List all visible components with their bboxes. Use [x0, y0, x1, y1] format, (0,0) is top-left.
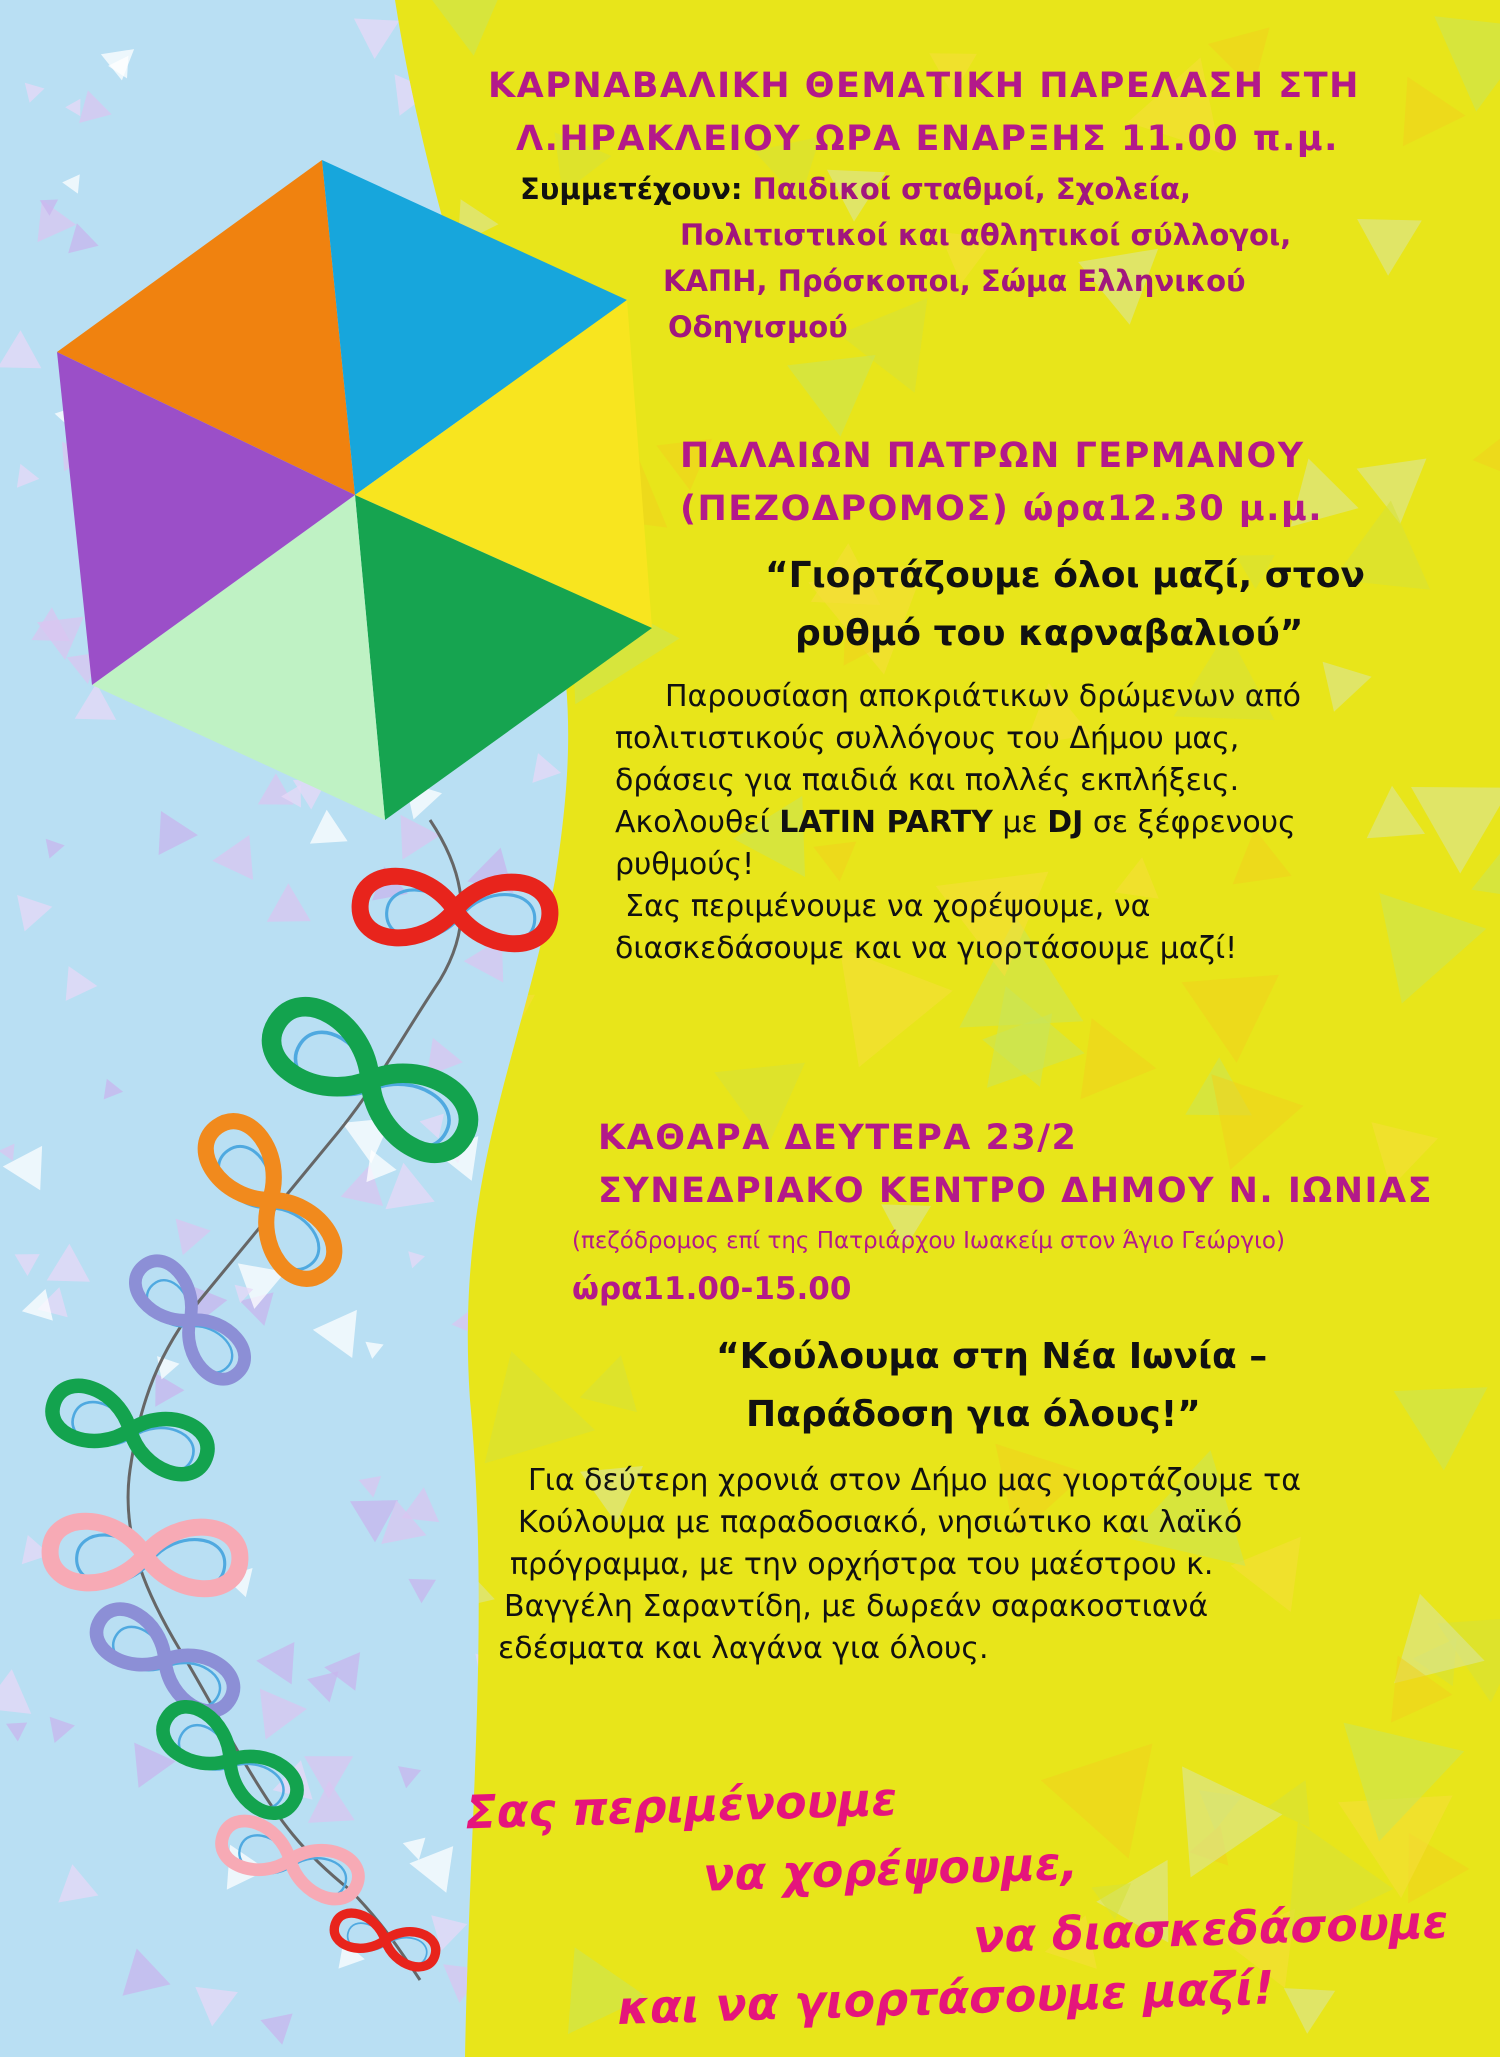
closing-line3: να διασκεδάσουμε	[972, 1894, 1450, 1964]
closing-message	[464, 1764, 1450, 2036]
germanou-body-line7: διασκεδάσουμε και να γιορτάσουμε μαζί!	[615, 931, 1238, 966]
parade-heading-line2: Λ.ΗΡΑΚΛΕΙΟΥ ΩΡΑ ΕΝΑΡΞΗΣ 11.00 π.μ.	[516, 119, 1339, 159]
latin-party-label: LATIN PARTY	[779, 805, 993, 840]
closing-line2: να χορέψουμε,	[702, 1835, 1079, 1902]
kathara-location-note: (πεζόδρομος επί της Πατριάρχου Ιωακείμ στον Άγιο Γεώργιο)	[572, 1228, 1285, 1254]
closing-line1: Σας περιμένουμε	[464, 1771, 898, 1840]
participants-line2: Πολιτιστικοί και αθλητικοί σύλλογοι,	[680, 218, 1292, 252]
germanou-quote-line2: ρυθμό του καρναβαλιού”	[795, 613, 1304, 654]
germanou-body-line5: ρυθμούς!	[615, 847, 755, 882]
kathara-body-line5: εδέσματα και λαγάνα για όλους.	[498, 1631, 989, 1666]
germanou-body-line3: δράσεις για παιδιά και πολλές εκπλήξεις.	[615, 763, 1240, 798]
germanou-body-line4	[615, 802, 1301, 844]
kathara-note-block	[572, 1224, 1285, 1314]
germanou-quote	[765, 547, 1365, 663]
dj-label: DJ	[1047, 805, 1084, 840]
kathara-body-line3: πρόγραμμα, με την ορχήστρα του μαέστρου κ.	[510, 1547, 1214, 1582]
germanou-body-line1: Παρουσίαση αποκριάτικων δρώμενων από	[665, 679, 1301, 714]
kathara-body-line2: Κούλουμα με παραδοσιακό, νησιώτικο και λαϊκό	[518, 1505, 1243, 1540]
section-parade	[488, 60, 1360, 350]
germanou-body-line2: πολιτιστικούς συλλόγους του Δήμου μας,	[615, 721, 1240, 756]
participants-line4: Οδηγισμού	[668, 310, 848, 344]
participants-text1: Παιδικοί σταθμοί, Σχολεία,	[752, 172, 1191, 206]
germanou-heading-line1: ΠΑΛΑΙΩΝ ΠΑΤΡΩΝ ΓΕΡΜΑΝΟΥ	[680, 436, 1305, 476]
germanou-body	[615, 676, 1301, 970]
germanou-body-line6: Σας περιμένουμε να χορέψουμε, να	[625, 889, 1151, 924]
participants-label: Συμμετέχουν:	[520, 172, 743, 206]
kathara-quote	[716, 1328, 1267, 1444]
parade-heading-line1: ΚΑΡΝΑΒΑΛΙΚΗ ΘΕΜΑΤΙΚΗ ΠΑΡΕΛΑΣΗ ΣΤΗ	[488, 66, 1360, 106]
germanou-quote-line1: “Γιορτάζουμε όλοι μαζί, στον	[765, 555, 1366, 596]
kathara-body-line4: Βαγγέλη Σαραντίδη, με δωρεάν σαρακοστιανά	[504, 1589, 1209, 1624]
section-kathara-deftera	[598, 1112, 1433, 1218]
section-germanou-heading	[680, 430, 1323, 536]
germanou-heading-line2: (ΠΕΖΟΔΡΟΜΟΣ) ώρα12.30 μ.μ.	[680, 489, 1324, 529]
kathara-time: ώρα11.00-15.00	[572, 1271, 852, 1307]
participants-line1	[520, 166, 1360, 212]
body-line4-mid: με	[1002, 805, 1038, 840]
kathara-heading-line1: ΚΑΘΑΡΑ ΔΕΥΤΕΡΑ 23/2	[598, 1118, 1078, 1158]
participants-line3: ΚΑΠΗ, Πρόσκοποι, Σώμα Ελληνικού	[663, 264, 1246, 298]
closing-line4: και να γιορτάσουμε μαζί!	[616, 1960, 1276, 2036]
body-line4-suffix: σε ξέφρενους	[1092, 805, 1296, 840]
kathara-heading-line2: ΣΥΝΕΔΡΙΑΚΟ ΚΕΝΤΡΟ ΔΗΜΟΥ Ν. ΙΩΝΙΑΣ	[598, 1171, 1434, 1211]
kathara-body-line1: Για δεύτερη χρονιά στον Δήμο μας γιορτάζουμε τα	[528, 1463, 1302, 1498]
kathara-quote-line2: Παράδοση για όλους!”	[746, 1394, 1201, 1435]
kathara-body	[498, 1460, 1301, 1670]
body-line4-prefix: Ακολουθεί	[615, 805, 770, 840]
kathara-quote-line1: “Κούλουμα στη Νέα Ιωνία –	[716, 1336, 1268, 1377]
